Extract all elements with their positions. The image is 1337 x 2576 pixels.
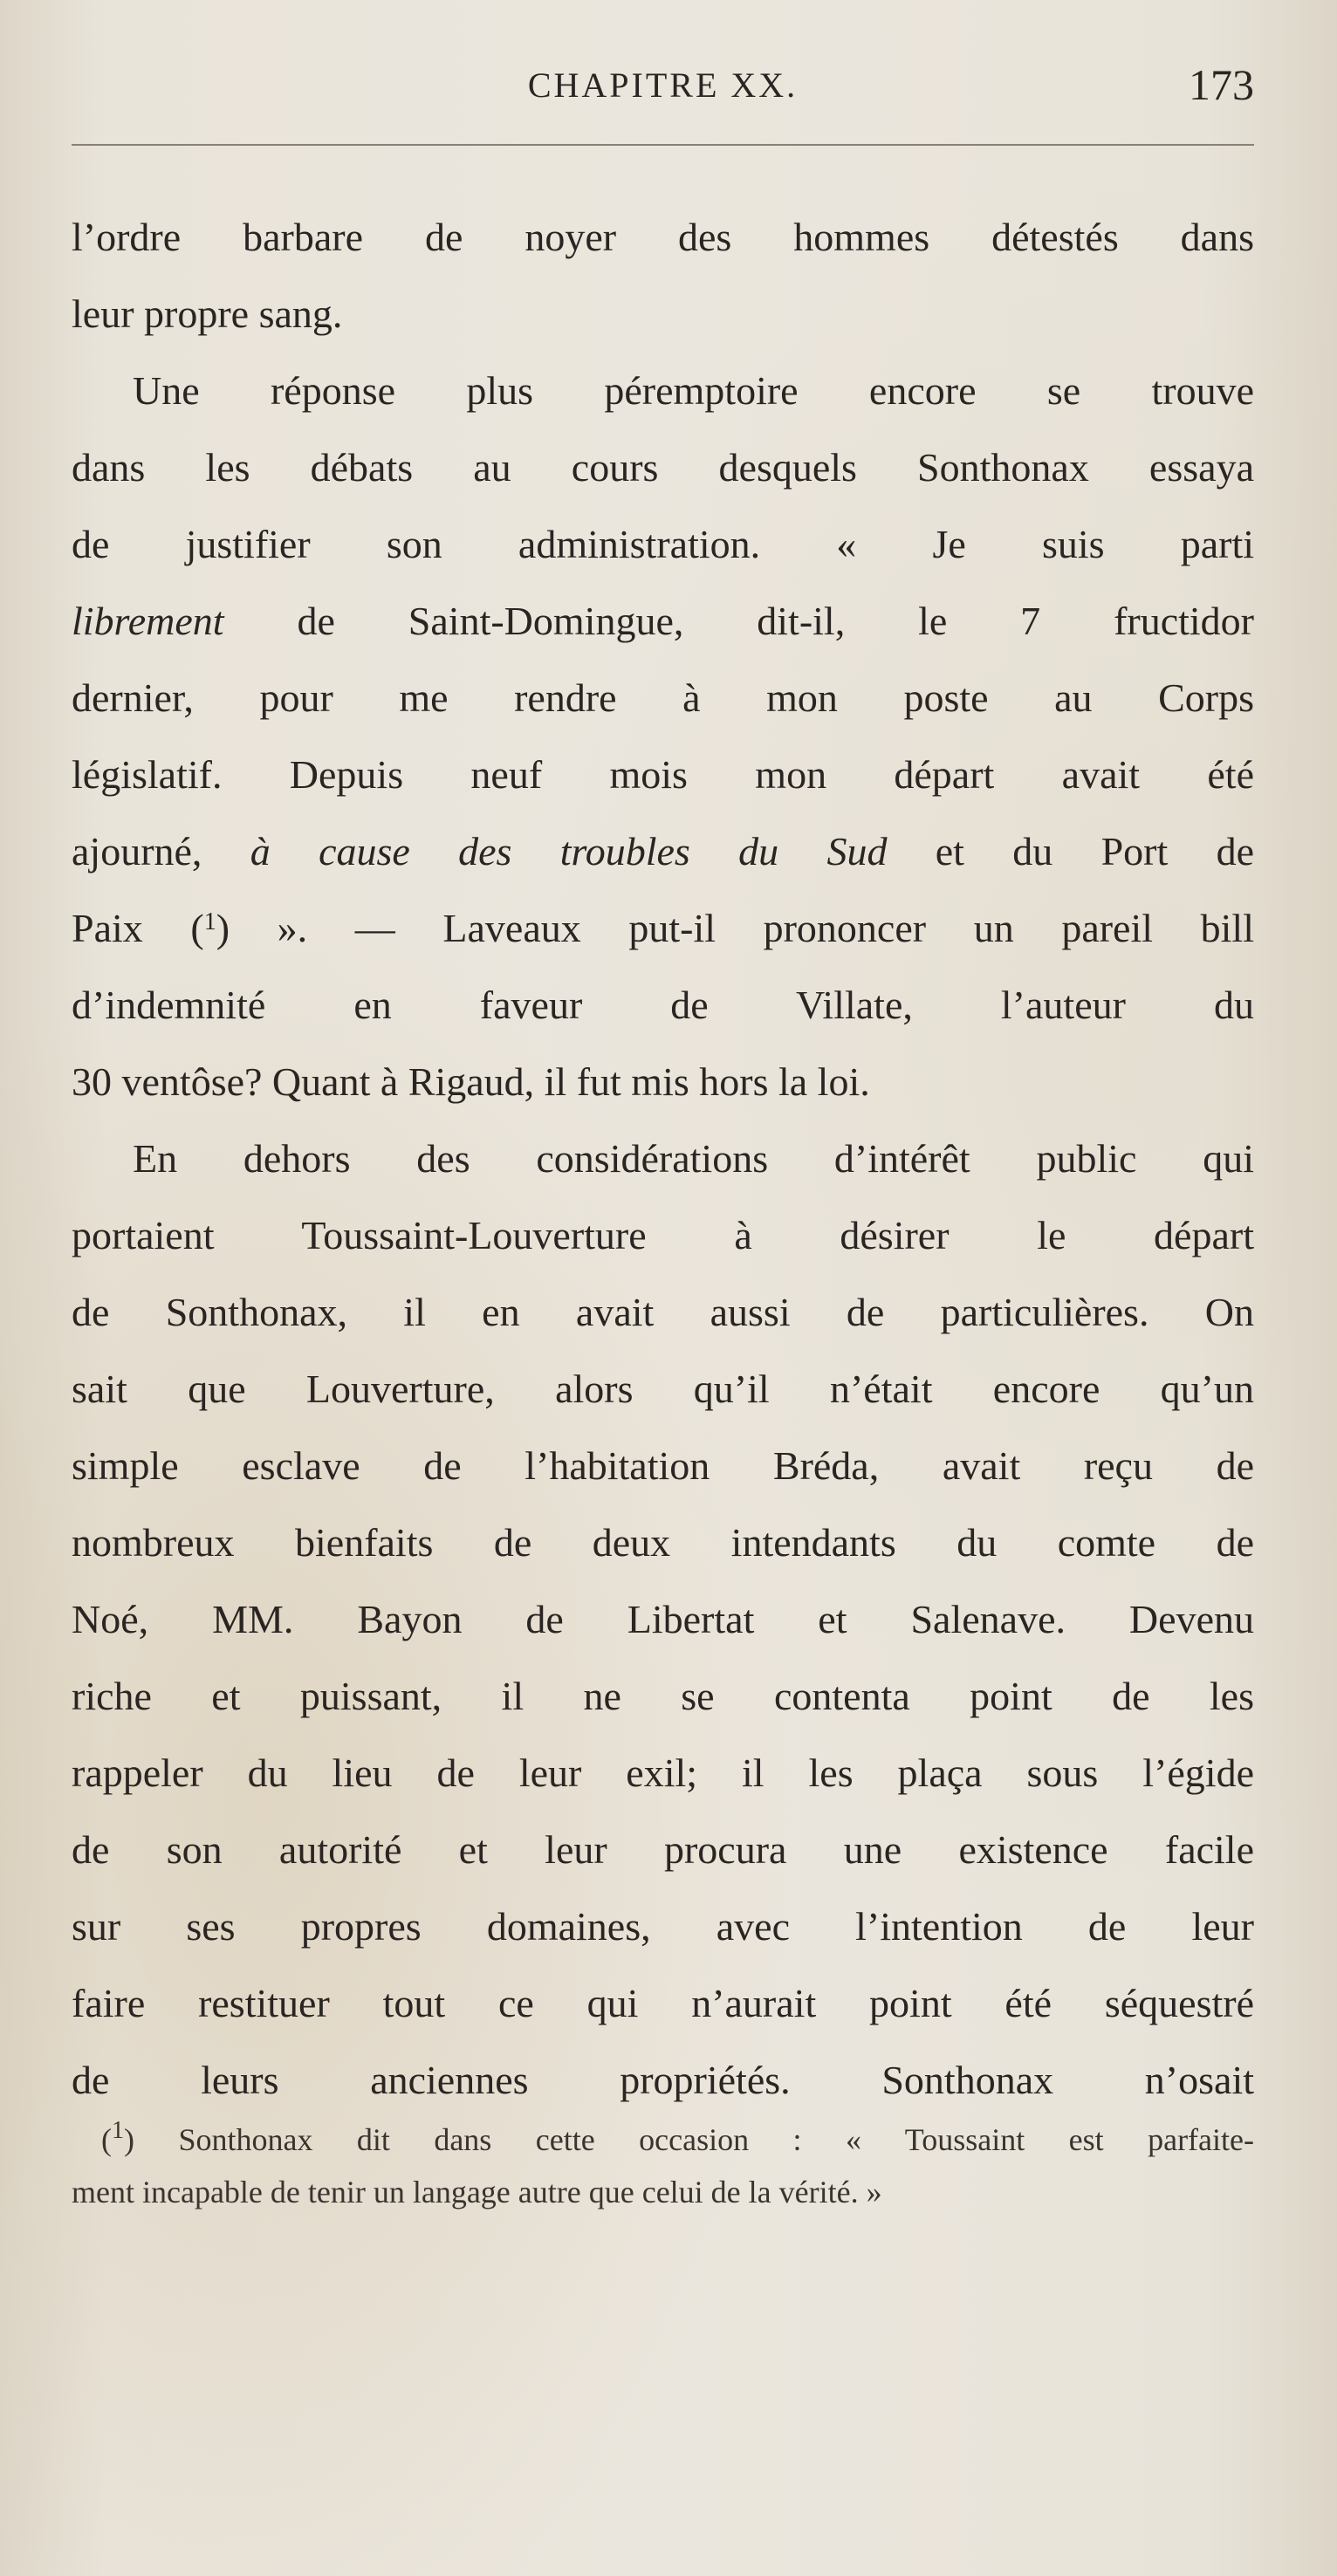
text-line: de justifier son administration. « Je suis parti: [72, 522, 1254, 566]
text-line: nombreux bienfaits de deux intendants du comte de: [72, 1520, 1254, 1565]
text-line: faire restituer tout ce qui n’aurait point été séquestré: [72, 1981, 1254, 2025]
footnote-line: [72, 2114, 1254, 2166]
text-line: [72, 813, 1254, 890]
text-line: dernier, pour me rendre à mon poste au Corps: [72, 675, 1254, 720]
text-run: de Saint-Domingue, dit-il, le 7 fructidor: [223, 599, 1254, 643]
header-rule: [72, 144, 1254, 146]
running-head: [72, 59, 1254, 112]
text-line: législatif. Depuis neuf mois mon départ avait été: [72, 752, 1254, 797]
text-run: Paix (: [72, 906, 204, 950]
text-line: [72, 890, 1254, 967]
paragraph-start: En dehors des considérations d’intérêt public qui: [133, 1136, 1254, 1181]
footnote-marker: [101, 2117, 134, 2157]
text-line: rappeler du lieu de leur exil; il les plaça sous l’égide: [72, 1750, 1254, 1795]
text-run: ) ». — Laveaux put-il prononcer un pareil bill: [216, 906, 1254, 950]
footnote-marker-open: (: [101, 2122, 112, 2157]
text-line: sur ses propres domaines, avec l’intention de leur: [72, 1904, 1254, 1949]
text-line: de Sonthonax, il en avait aussi de particulières. On: [72, 1290, 1254, 1334]
text-line: portaient Toussaint-Louverture à désirer le départ: [72, 1213, 1254, 1257]
footnote-text: Sonthonax dit dans cette occasion : « Toussaint est parfaite-: [134, 2122, 1254, 2157]
footnote-marker-number: 1: [112, 2117, 124, 2144]
text-line: dans les débats au cours desquels Sonthonax essaya: [72, 445, 1254, 490]
text-run: et du Port de: [887, 829, 1254, 874]
text-line: [72, 583, 1254, 660]
paragraph-start: Une réponse plus péremptoire encore se trouve: [133, 368, 1254, 413]
text-line: leur propre sang.: [72, 291, 343, 336]
text-line: 30 ventôse? Quant à Rigaud, il fut mis hors la loi.: [72, 1059, 870, 1104]
text-run: ajourné,: [72, 829, 250, 874]
text-line: d’indemnité en faveur de Villate, l’auteur du: [72, 983, 1254, 1027]
footnote-marker-close: ): [124, 2122, 134, 2157]
italic-text: à cause des troubles du Sud: [250, 829, 888, 874]
text-line: riche et puissant, il ne se contenta point de les: [72, 1674, 1254, 1718]
footnote: [72, 2114, 1254, 2218]
page-number: 173: [1189, 60, 1254, 109]
text-line: de son autorité et leur procura une existence facile: [72, 1827, 1254, 1872]
italic-text: librement: [72, 599, 224, 643]
running-title: CHAPITRE XX.: [527, 65, 799, 105]
text-line: l’ordre barbare de noyer des hommes détestés dans: [72, 215, 1254, 259]
text-line: Noé, MM. Bayon de Libertat et Salenave. Devenu: [72, 1597, 1254, 1641]
footnote-line: ment incapable de tenir un langage autre que celui de la vérité. »: [72, 2175, 882, 2209]
body-text: [72, 199, 1254, 2119]
text-line: sait que Louverture, alors qu’il n’était encore qu’un: [72, 1367, 1254, 1411]
footnote-reference: 1: [203, 908, 216, 935]
text-line: de leurs anciennes propriétés. Sonthonax n’osait: [72, 2058, 1254, 2102]
text-line: simple esclave de l’habitation Bréda, avait reçu de: [72, 1443, 1254, 1488]
